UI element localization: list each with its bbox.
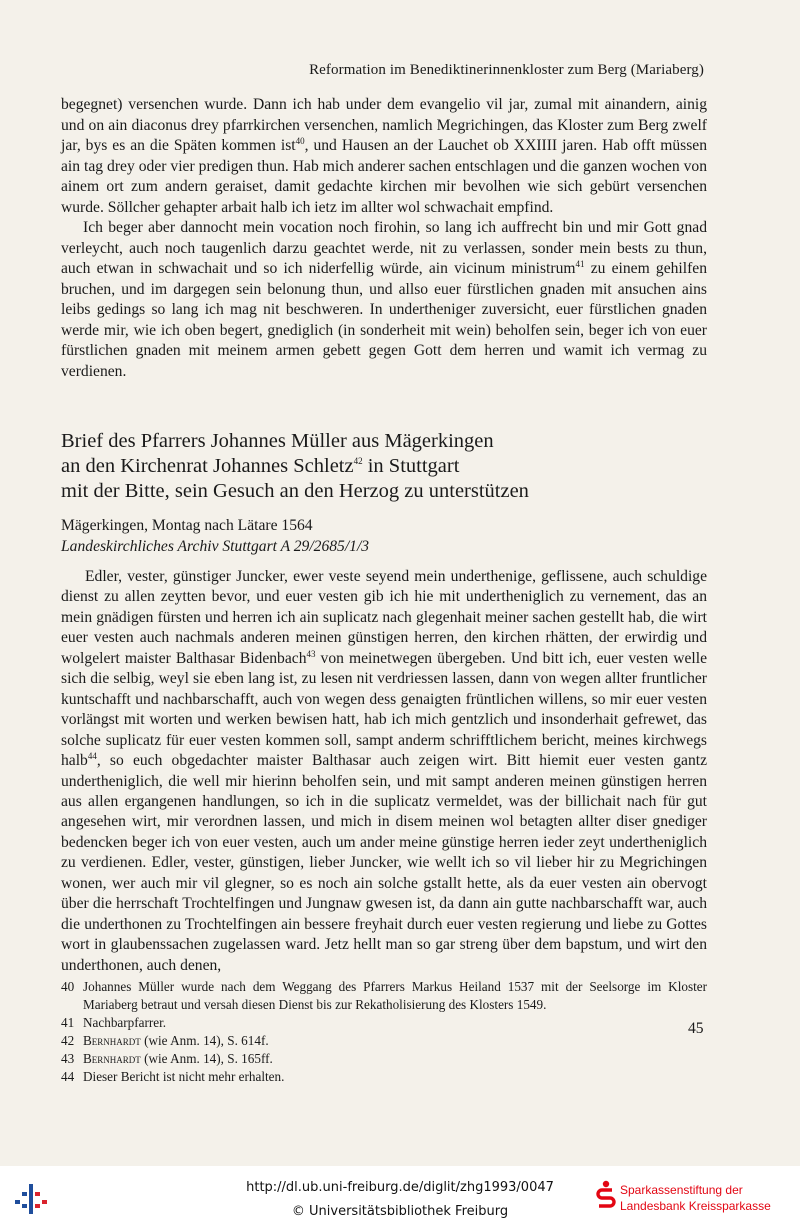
footnote-43: 43 Bernhardt (wie Anm. 14), S. 165ff. bbox=[61, 1051, 273, 1066]
footnote-ref-41[interactable]: 41 bbox=[575, 258, 585, 269]
footnote-44: 44 Dieser Bericht ist nicht mehr erhalten. bbox=[61, 1069, 285, 1084]
letter-text bbox=[61, 567, 707, 976]
footnote-42: 42 Bernhardt (wie Anm. 14), S. 614f. bbox=[61, 1033, 269, 1048]
heading-line-3: mit der Bitte, sein Gesuch an den Herzog zu unterstützen bbox=[61, 480, 529, 502]
heading-line-1: Brief des Pfarrers Johannes Müller aus Mägerkingen bbox=[61, 430, 494, 452]
footnote-ref-44[interactable]: 44 bbox=[87, 750, 97, 761]
sponsor-text: Sparkassenstiftung der Landesbank Kreissparkasse bbox=[620, 1183, 771, 1213]
sponsor-logo bbox=[596, 1180, 796, 1216]
viewer-footer bbox=[0, 1166, 800, 1226]
footnote-author: Bernhardt bbox=[83, 1051, 141, 1066]
footnote-ref-43[interactable]: 43 bbox=[306, 648, 316, 659]
footnotes bbox=[61, 978, 707, 1086]
letter-meta bbox=[61, 516, 707, 557]
heading-line-2: an den Kirchenrat Johannes Schletz$^{42}$ in Stuttgart bbox=[61, 455, 460, 477]
letter-paragraph: Edler, vester, günstiger Juncker, ewer veste seyend mein underthenige, geflissene, auch schuldige dienst zu allen zeytten bevor, und euer vesten gib ich hie mit undertheniglich zu vernement, das an mein gnädigen fürsten und herren ich ain suplicatz nach glegenhait meiner sachen gestellt hab, die wirt euer vesten auch nachmals anderen meinen günstigen herren, den kirchen rhätten, der erwirdig und wolgelert maister Balthasar Bidenbach$^{43}$ von meinetwegen übergeben. Und bitt ich, euer vesten welle sich die selbig, weyl sie eben lang ist, zu lesen nit verdriessen lassen, dann von wegen allter fruntlicher kuntschafft und nachbarschafft, auch von wegen dess genaigten früntlichen willens, so mir euer vesten vorlängst mit worten und werken bewisen hatt, hab ich mich gentzlich und insonderhait gefrewet, das solche suplicatz für euer vesten kommen soll, sampt anderm schrifftlichem bericht, meines kirchwegs halb$^{44}$, so euch obgedachter maister Balthasar auch zeigen wirt. Bitt hiemit euer vesten gantz undertheniglich, die well mir hierinn beholfen sein, und mit sampt anderen meinen günstigen herren aus allen ergangenen handlungen, so ich in die suplicatz vermeldet, was der billichait nach für gut angesehen wirt, mir verordnen lassen, und mich in disem meinen wol betagten allter diser gnediger bedencken beger ich von euer vesten, auch um ander meine günstige herren ieder zeyt undertheniglich zu verdienen. Edler, vester, günstigen, lieber Juncker, wie wellt ich so vil lieber hir zu Megrichingen wonen, wer auch mir vil glegner, so es noch ain solche gstallt hette, als da euer vesten ain obervogt über die herrschaft Trochtelfingen und Jungnaw gwesen ist, da dann ain gutte nachbarschafft war, auch die underthonen zu Trochtelfingen ain bessere freyhait durch euer vesten regierung und liebe zu Gottes wort in glaubenssachen zugelassen ward. Jetz hellt man so gar streng über dem bapstum, und wirt den underthonen, auch denen, bbox=[61, 568, 708, 974]
source-url-link[interactable]: http://dl.ub.uni-freiburg.de/diglit/zhg1993/0047 bbox=[246, 1180, 554, 1195]
intro-text bbox=[61, 95, 707, 382]
footnote-ref-40[interactable]: 40 bbox=[295, 135, 305, 146]
running-head: Reformation im Benediktinerinnenkloster zum Berg (Mariaberg) bbox=[309, 62, 704, 78]
place-date: Mägerkingen, Montag nach Lätare 1564 bbox=[61, 517, 313, 534]
footnote-ref-42[interactable]: 42 bbox=[353, 456, 363, 467]
copyright: © Universitätsbibliothek Freiburg bbox=[291, 1204, 509, 1219]
footnote-40: 40 Johannes Müller wurde nach dem Weggang des Pfarrers Markus Heiland 1537 mit der Seelsorge im Kloster Mariaberg betraut und versah diesen Dienst bis zur Rekatholisierung des Klosters 1549. bbox=[61, 979, 707, 1012]
sparkasse-s-icon bbox=[596, 1180, 616, 1214]
archive-source: Landeskirchliches Archiv Stuttgart A 29/2685/1/3 bbox=[61, 537, 370, 555]
section-heading bbox=[61, 429, 707, 504]
page-number: 45 bbox=[688, 1020, 704, 1037]
intro-paragraph-1: begegnet) versenchen wurde. Dann ich hab under dem evangelio vil jar, zumal mit ainandern, ainig und on ain diaconus drey pfarrkirchen versenchen, namlich Megrichingen, das Kloster zum Berg zwelf jar, bys es an die Späten kommen ist$^{40}$, und Hausen an der Lauchet ob XXIIII jaren. Hab offt müssen ain tag drey oder vier predigen thun. Hab mich anderer sachen entschlagen und die ganzen wochen von ainem ort zum andern geraiset, damit gedachte kirchen mir bevolhen wie sich gebürt versenchen wurde. Söllcher gehapter arbait halb ich ietz im allter wol schwachait empfind. bbox=[61, 96, 707, 216]
footnote-author: Bernhardt bbox=[83, 1033, 141, 1048]
footnote-41: 41 Nachbarpfarrer. bbox=[61, 1015, 167, 1030]
intro-paragraph-2: Ich beger aber dannocht mein vocation noch firohin, so lang ich auffrecht bin und mir Gott gnad verleycht, auch noch taugenlich darzu geachtet werde, nit zu verlassen, sonder mein bests zu thun, auch etwan in schwachait und so ich niderfellig würde, ain vicinum ministrum$^{41}$ zu einem gehilfen bruchen, und im dargegen sein belonung thun, und allso euer fürstlichen gnaden mit ansuchen ains leibs gedings so lang ich mag nit beschweren. In undertheniger zuversicht, euer fürstlichen gnaden werde mir, wie ich oben begert, gnediglich (in sonderheit mit wein) beholfen sein, beger ich von euer fürstlichen gnaden mit meinem armen gebett gegen Gott dem herren und wamit ich vermag zu verdienen. bbox=[61, 219, 707, 380]
